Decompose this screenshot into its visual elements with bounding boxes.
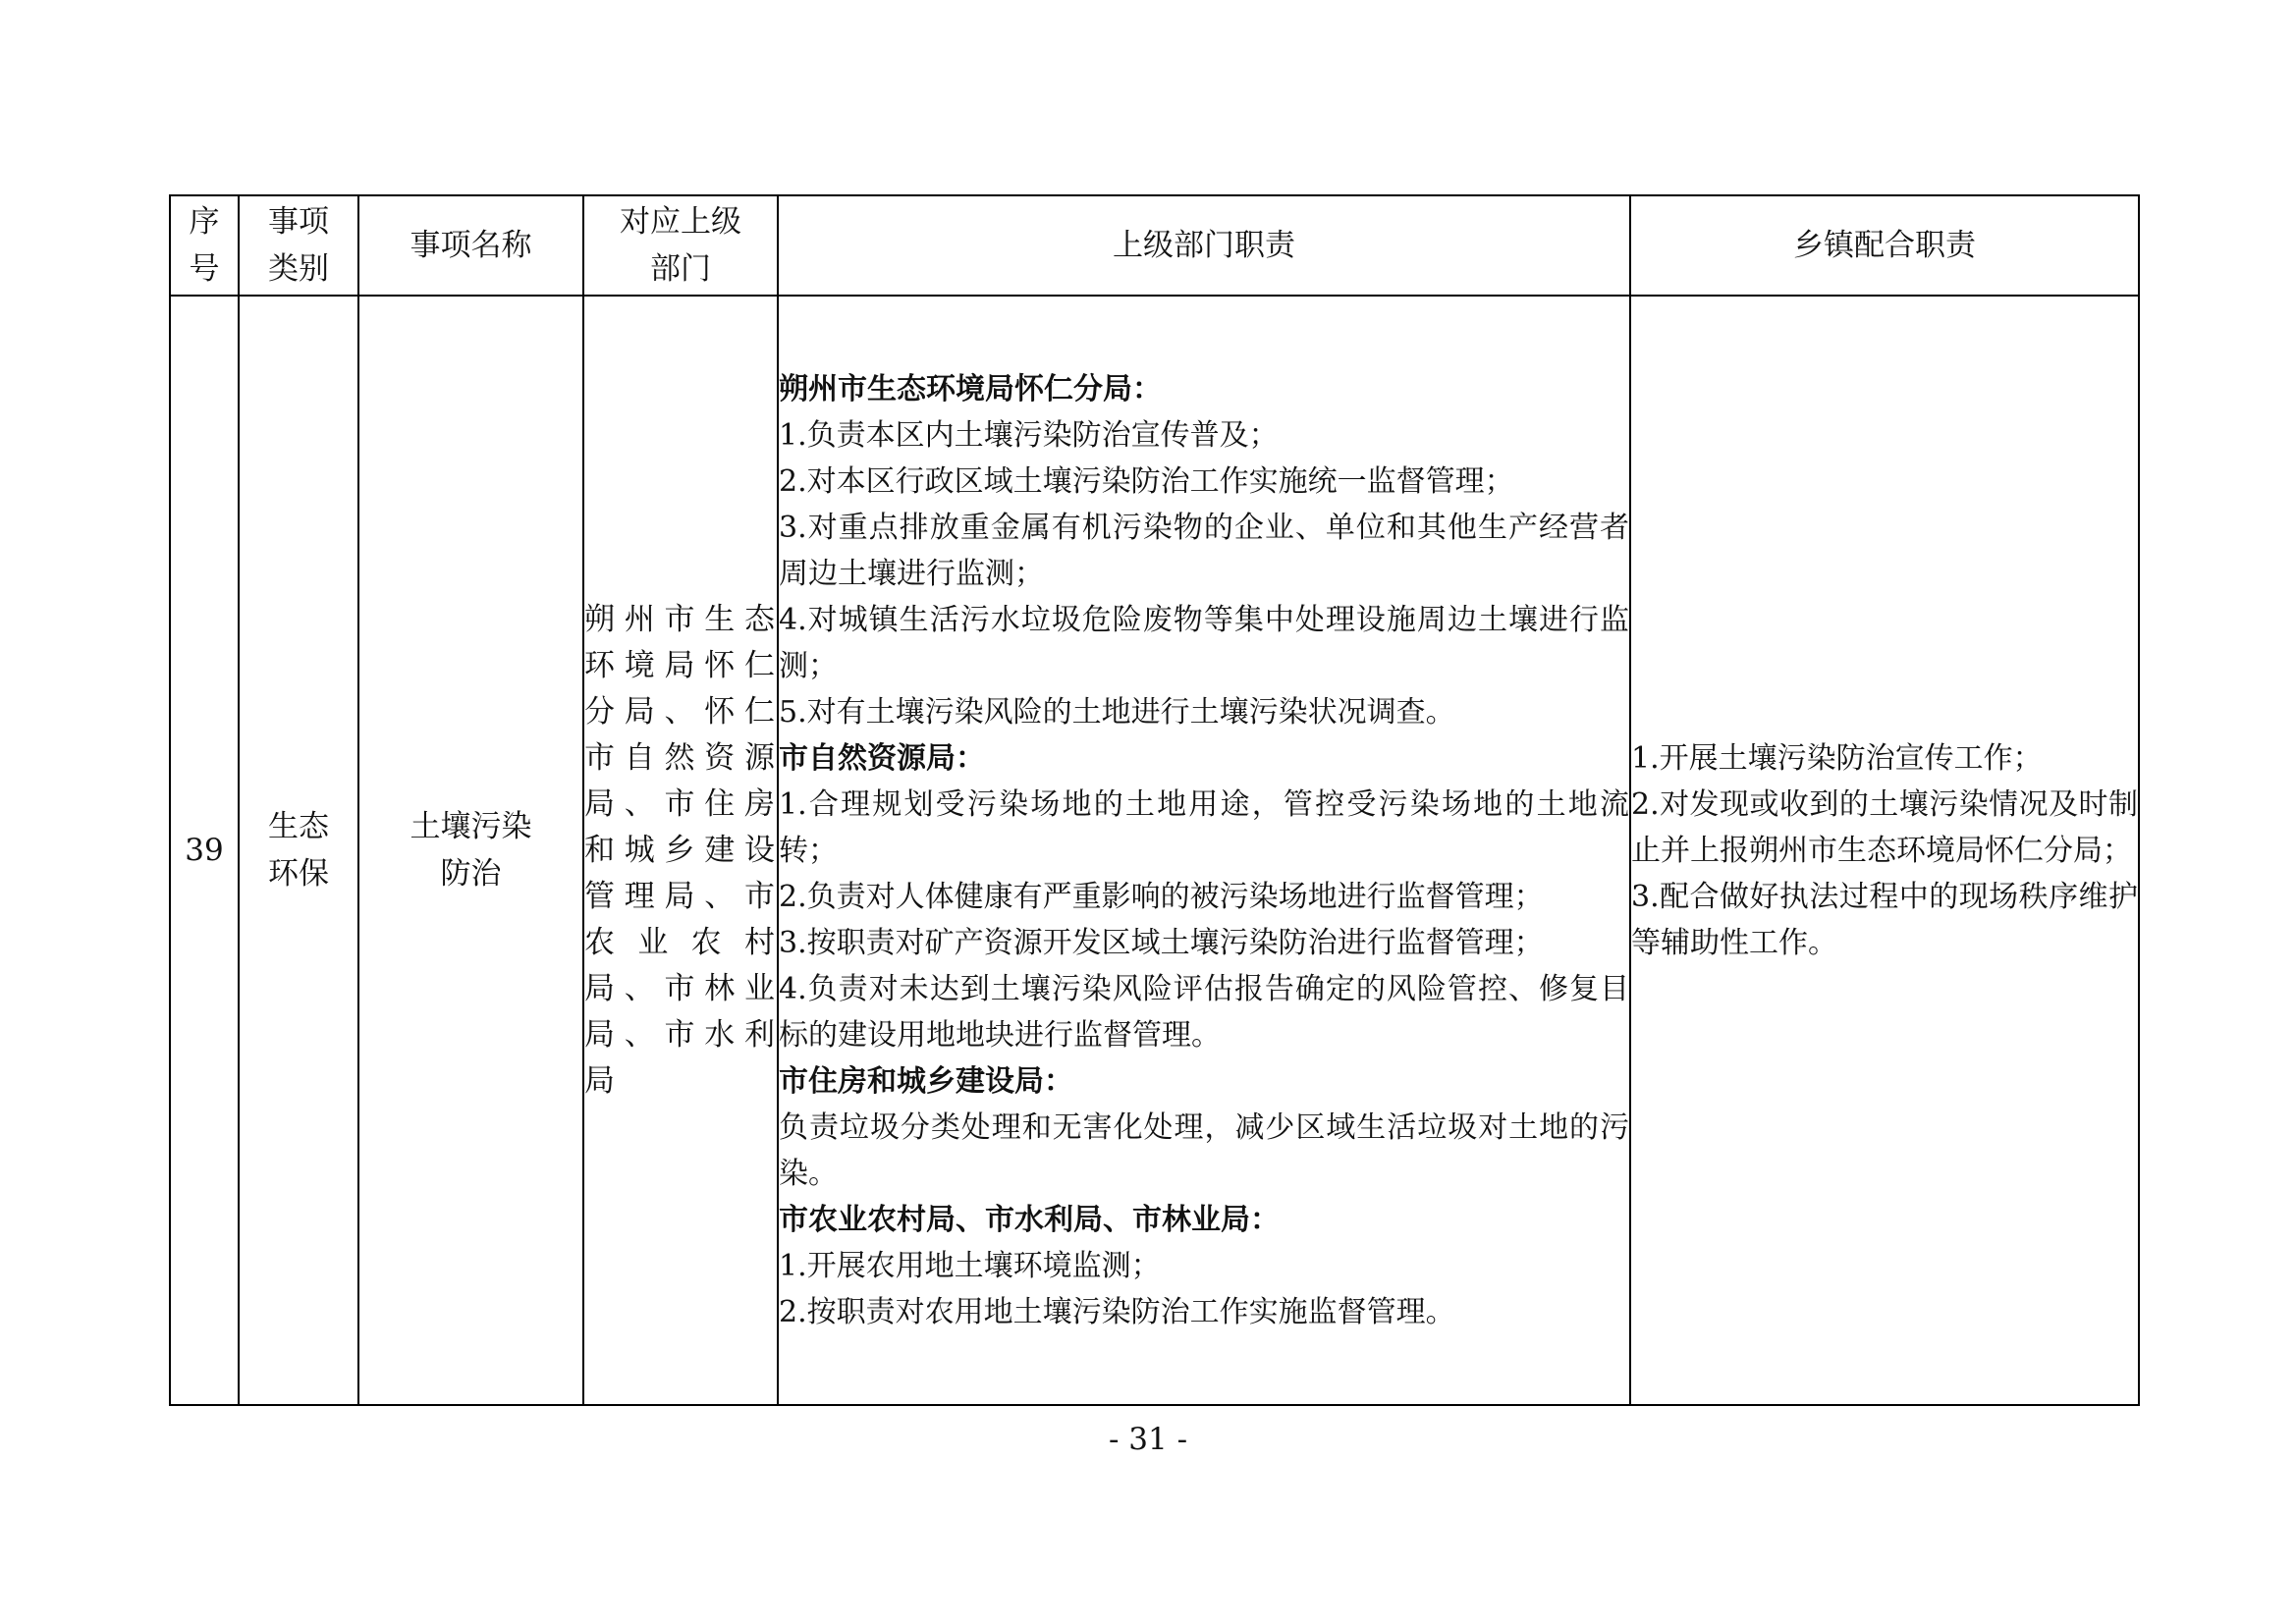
- table-header-row: [170, 195, 2139, 296]
- duty-item: 1.负责本区内土壤污染防治宣传普及；: [779, 417, 1279, 453]
- duty-table: [169, 194, 2140, 1406]
- duty-item: 2.负责对人体健康有严重影响的被污染场地进行监督管理；: [779, 879, 1544, 914]
- duty-item: 2.按职责对农用地土壤污染防治工作实施监督管理。: [779, 1294, 1455, 1329]
- duty-item: 5.对有土壤污染风险的土地进行土壤污染状况调查。: [779, 694, 1455, 730]
- duty-item: 3.按职责对矿产资源开发区域土壤污染防治进行监督管理；: [779, 925, 1544, 960]
- cell-name: 土壤污染防治: [358, 296, 583, 1405]
- duty-item: 负责垃圾分类处理和无害化处理，减少区域生活垃圾对土地的污染。: [779, 1109, 1629, 1191]
- upper-section-4: [779, 1197, 1629, 1335]
- cell-category: 生态环保: [239, 296, 358, 1405]
- duty-item: 4.对城镇生活污水垃圾危险废物等集中处理设施周边土壤进行监测；: [779, 602, 1629, 683]
- header-dept: 对应上级部门: [583, 195, 778, 296]
- upper-section-3: [779, 1058, 1629, 1197]
- cell-upper-duty: [778, 296, 1630, 1405]
- header-category: 事项类别: [239, 195, 358, 296]
- town-duty-item: 1.开展土壤污染防治宣传工作；: [1631, 740, 2043, 776]
- section-title: 市农业农村局、市水利局、市林业局：: [779, 1202, 1280, 1237]
- duty-item: 3.对重点排放重金属有机污染物的企业、单位和其他生产经营者周边土壤进行监测；: [779, 510, 1629, 591]
- town-duty-item: 2.对发现或收到的土壤污染情况及时制止并上报朔州市生态环境局怀仁分局；: [1631, 786, 2138, 868]
- section-title: 市自然资源局：: [779, 740, 985, 776]
- duty-item: 1.合理规划受污染场地的土地用途，管控受污染场地的土地流转；: [779, 786, 1629, 868]
- duty-item: 4.负责对未达到土壤污染风险评估报告确定的风险管控、修复目标的建设用地地块进行监督管理。: [779, 971, 1629, 1053]
- section-title: 市住房和城乡建设局：: [779, 1063, 1073, 1099]
- header-seq: 序号: [170, 195, 239, 296]
- header-name: 事项名称: [358, 195, 583, 296]
- upper-section-2: [779, 735, 1629, 1058]
- header-upper-duty: 上级部门职责: [778, 195, 1630, 296]
- page-number: - 31 -: [1108, 1422, 1188, 1457]
- duty-item: 1.开展农用地土壤环境监测；: [779, 1248, 1161, 1283]
- cell-town-duty: [1630, 296, 2139, 1405]
- town-duty-item: 3.配合做好执法过程中的现场秩序维护等辅助性工作。: [1631, 879, 2138, 960]
- section-title: 朔州市生态环境局怀仁分局：: [779, 371, 1162, 406]
- header-town-duty: 乡镇配合职责: [1630, 195, 2139, 296]
- table-row: [170, 296, 2139, 1405]
- duty-item: 2.对本区行政区域土壤污染防治工作实施统一监督管理；: [779, 463, 1514, 499]
- cell-seq: 39: [170, 296, 239, 1405]
- upper-section-1: [779, 366, 1629, 735]
- cell-dept: 朔州市生态环境局怀仁分局、怀仁市自然资源局、市住房和城乡建设管理局、市农业农村局、市林业局、市水利局: [583, 296, 778, 1405]
